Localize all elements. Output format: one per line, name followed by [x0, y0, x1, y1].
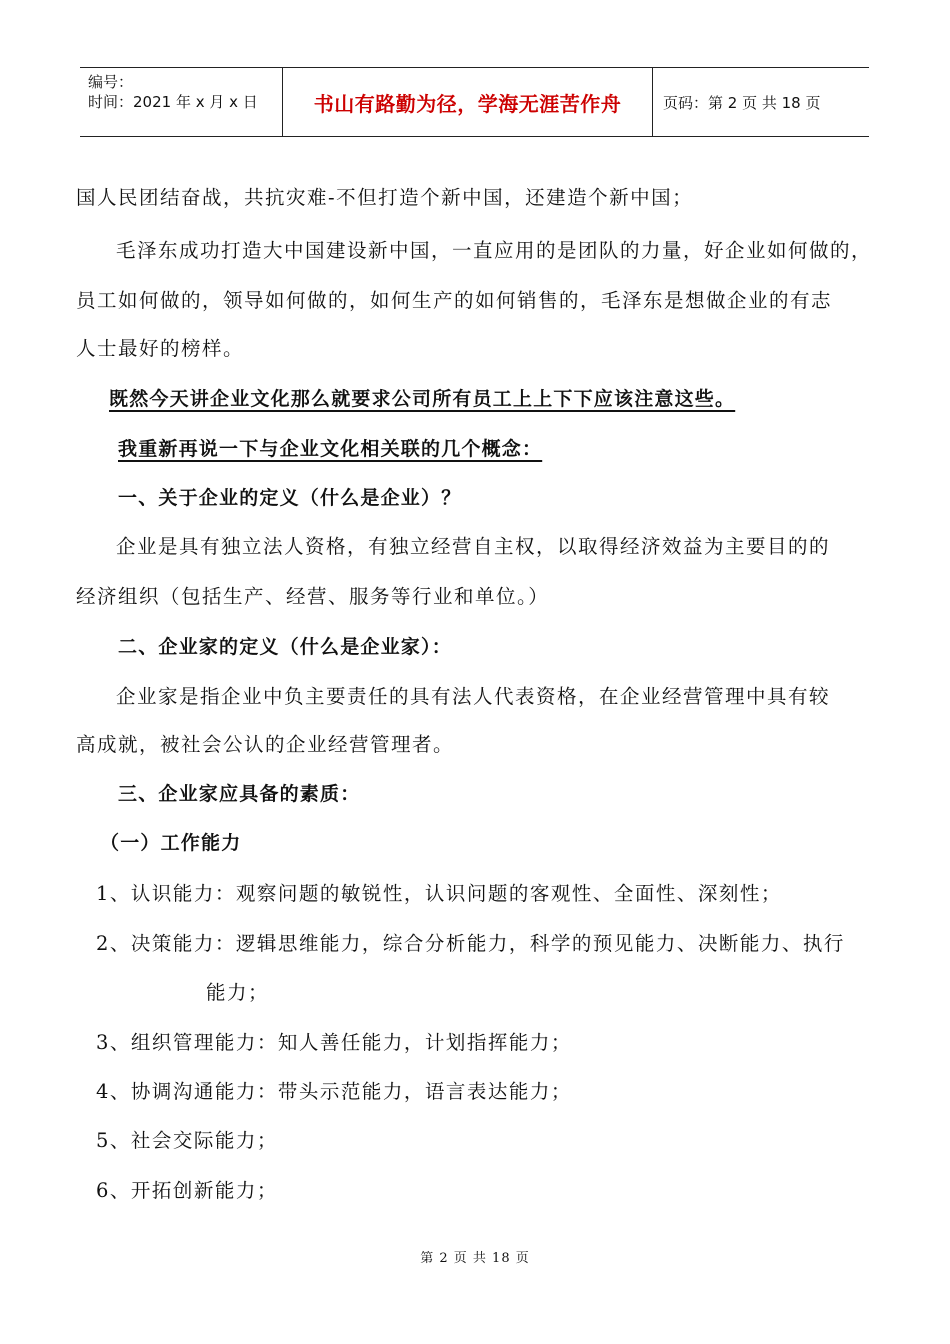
section-heading: 一、关于企业的定义（什么是企业）？ — [118, 487, 462, 509]
page-header — [80, 67, 869, 137]
paragraph-line: 员工如何做的，领导如何做的，如何生产的如何销售的，毛泽东是想做企业的有志 — [76, 289, 833, 312]
section-heading: 三、企业家应具备的素质： — [118, 783, 361, 805]
paragraph-line: 国人民团结奋战，共抗灾难-不但打造个新中国，还建造个新中国； — [76, 186, 694, 209]
section-heading: 二、企业家的定义（什么是企业家）： — [118, 636, 452, 658]
list-item: 5、社会交际能力； — [96, 1129, 278, 1152]
subsection-heading: （一）工作能力 — [100, 832, 242, 854]
list-item: 1、认识能力：观察问题的敏锐性，认识问题的客观性、全面性、深刻性； — [96, 882, 782, 905]
paragraph-line: 人士最好的榜样。 — [76, 337, 245, 360]
header-meta — [80, 68, 283, 136]
header-page-info: 页码：第 2 页 共 18 页 — [663, 93, 821, 112]
paragraph-line: 企业是具有独立法人资格，有独立经营自主权，以取得经济效益为主要目的的 — [116, 535, 831, 558]
header-motto: 书山有路勤为径，学海无涯苦作舟 — [283, 68, 653, 136]
document-number-label: 编号： — [88, 73, 134, 91]
emphasis-line: 我重新再说一下与企业文化相关联的几个概念： — [118, 438, 543, 460]
list-item: 2、决策能力：逻辑思维能力，综合分析能力，科学的预见能力、决断能力、执行 — [96, 932, 845, 955]
list-item: 4、协调沟通能力：带头示范能力，语言表达能力； — [96, 1080, 572, 1103]
list-item-continuation: 能力； — [206, 981, 270, 1004]
paragraph-line: 经济组织（包括生产、经营、服务等行业和单位。） — [76, 585, 550, 608]
paragraph-line: 企业家是指企业中负主要责任的具有法人代表资格，在企业经营管理中具有较 — [116, 685, 831, 708]
page-footer: 第 2 页 共 18 页 — [420, 1251, 530, 1266]
emphasis-line: 既然今天讲企业文化那么就要求公司所有员工上上下下应该注意这些。 — [109, 388, 736, 410]
list-item: 6、开拓创新能力； — [96, 1179, 278, 1202]
list-item: 3、组织管理能力：知人善任能力，计划指挥能力； — [96, 1031, 572, 1054]
paragraph-line: 高成就，被社会公认的企业经营管理者。 — [76, 733, 455, 756]
document-time-label: 时间：2021 年 x 月 x 日 — [88, 93, 258, 111]
paragraph-line: 毛泽东成功打造大中国建设新中国，一直应用的是团队的力量，好企业如何做的， — [116, 239, 873, 262]
